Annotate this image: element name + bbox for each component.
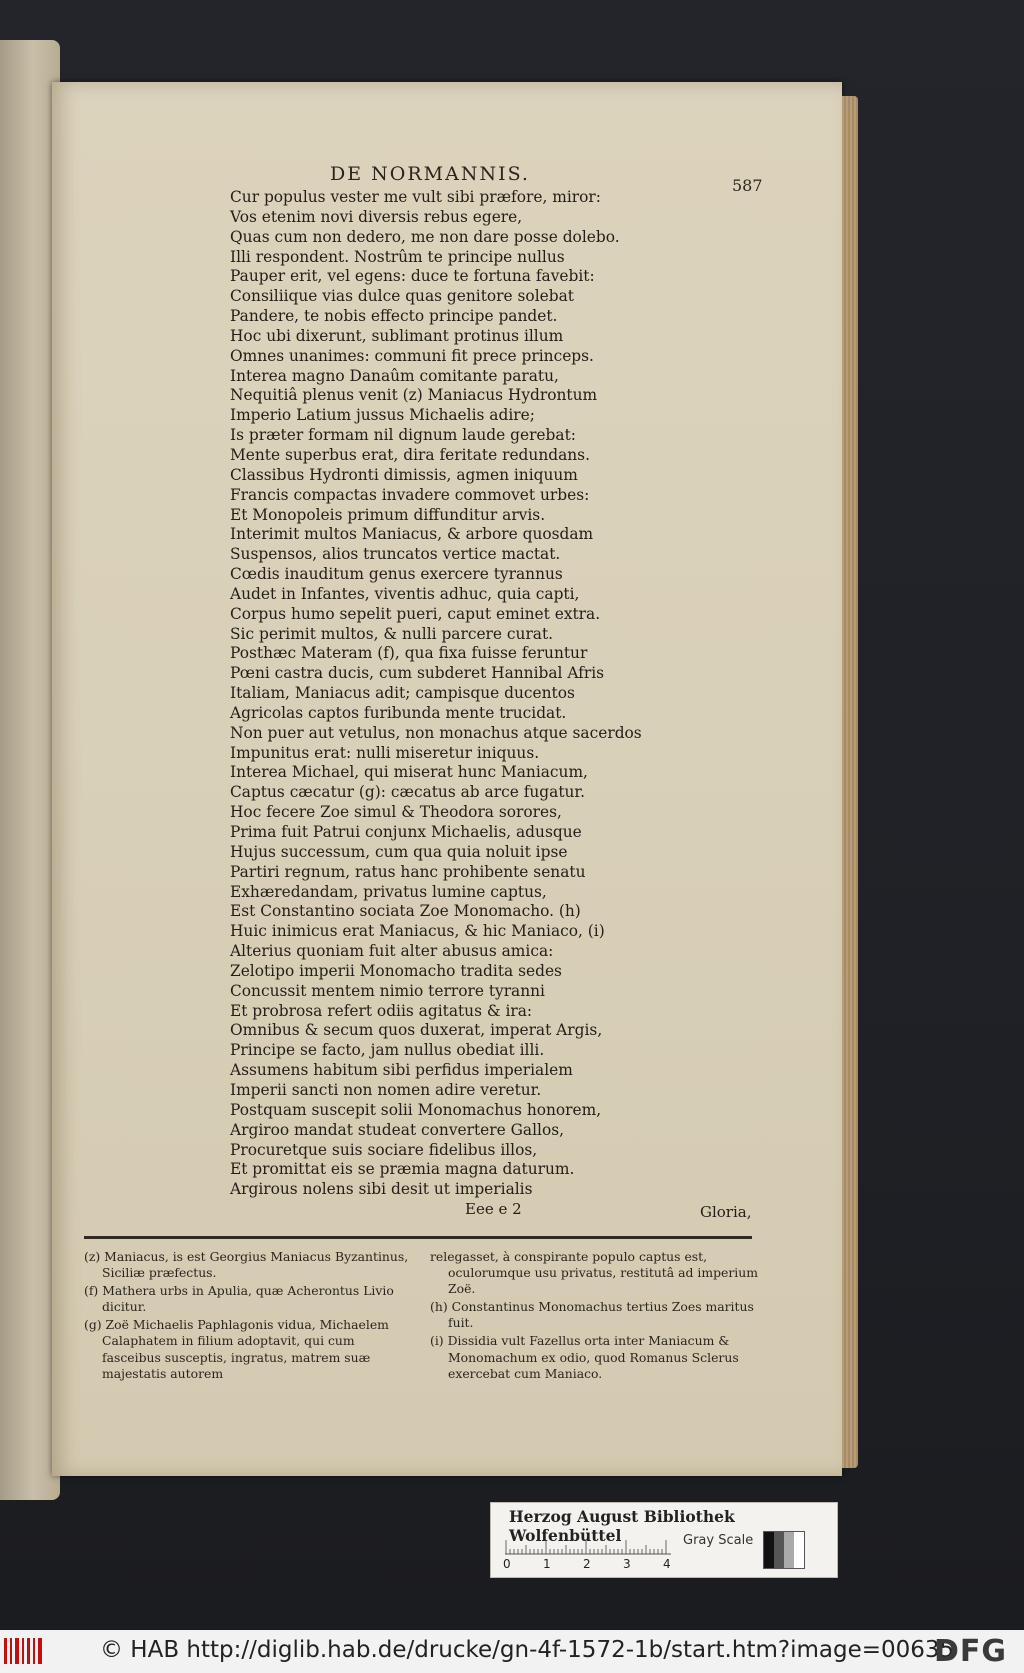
- verse-line: Mente superbus erat, dira feritate redundans.: [230, 445, 590, 464]
- verse-line: Cur populus vester me vult sibi præfore, miror:: [230, 188, 601, 206]
- verse-line: Captus cæcatur (g): cæcatus ab arce fugatur.: [230, 783, 585, 802]
- copyright-link[interactable]: © HAB http://diglib.hab.de/drucke/gn-4f-1572-1b/start.htm?image=00635: [100, 1637, 955, 1663]
- verse-line: Quas cum non dedero, me non dare posse dolebo.: [230, 227, 620, 246]
- verse-line: Pauper erit, vel egens: duce te fortuna favebit:: [230, 267, 595, 286]
- verse-line: Italiam, Maniacus adit; campisque ducentos: [230, 684, 575, 703]
- verse-line: Postquam suscepit solii Monomachus honorem,: [230, 1100, 602, 1119]
- verse-text: [230, 188, 670, 1200]
- verse-line: Audet in Infantes, viventis adhuc, quia capti,: [230, 584, 580, 603]
- verse-line: Posthæc Materam (f), qua fixa fuisse feruntur: [230, 644, 588, 663]
- verse-line: Impunitus erat: nulli miseretur iniquus.: [230, 743, 540, 762]
- hab-logo-icon: [4, 1636, 46, 1666]
- library-name: Herzog August Bibliothek Wolfenbüttel: [509, 1507, 735, 1545]
- scale-ruler: [505, 1533, 671, 1555]
- verse-line: Pœni castra ducis, cum subderet Hannibal Afris: [230, 664, 605, 683]
- ruler-digit: 3: [623, 1557, 631, 1571]
- verse-line: Est Constantino sociata Zoe Monomacho. (h): [230, 902, 581, 921]
- catchword: Gloria,: [700, 1203, 752, 1221]
- verse-line: Et promittat eis se præmia magna daturum.: [230, 1160, 575, 1179]
- grayscale-label: Gray Scale: [683, 1533, 754, 1548]
- verse-line: Et probrosa refert odiis agitatus & ira:: [230, 1001, 533, 1020]
- verse-line: Sic perimit multos, & nulli parcere curat.: [230, 624, 554, 643]
- verse-line: Pandere, te nobis effecto principe pandet.: [230, 307, 558, 326]
- verse-line: Vos etenim novi diversis rebus egere,: [230, 207, 523, 226]
- verse-line: Alterius quoniam fuit alter abusus amica:: [230, 942, 554, 961]
- verse-line: Concussit mentem nimio terrore tyranni: [230, 981, 545, 1000]
- footnote: (f) Mathera urbs in Apulia, quæ Acherontus Livio dicitur.: [84, 1283, 394, 1315]
- verse-line: Assumens habitum sibi perfidus imperialem: [230, 1061, 573, 1080]
- verse-line: Argiroo mandat studeat convertere Gallos,: [230, 1120, 565, 1139]
- verse-line: Classibus Hydronti dimissis, agmen iniquum: [230, 465, 578, 484]
- verse-line: Principe se facto, jam nullus obediat illi.: [230, 1041, 545, 1060]
- ruler-digit: 0: [503, 1557, 511, 1571]
- footnote: (g) Zoë Michaelis Paphlagonis vidua, Michaelem Calaphatem in filium adoptavit, qui cum fasceibus susceptis, ingratus, matrem suæ majestatis autorem: [84, 1317, 389, 1381]
- page-number: 587: [732, 176, 763, 195]
- footer-bar: [0, 1630, 1024, 1673]
- grayscale-swatch: [763, 1531, 805, 1569]
- verse-line: Non puer aut vetulus, non monachus atque sacerdos: [230, 723, 642, 742]
- ruler-digit: 1: [543, 1557, 551, 1571]
- verse-line: Cœdis inauditum genus exercere tyrannus: [230, 565, 563, 584]
- verse-line: Imperii sancti non nomen adire veretur.: [230, 1080, 542, 1099]
- ruler-digit: 4: [663, 1557, 671, 1571]
- verse-line: Hoc ubi dixerunt, sublimant protinus illum: [230, 326, 564, 345]
- verse-line: Huic inimicus erat Maniacus, & hic Maniaco, (i): [230, 922, 605, 941]
- verse-line: Interea Michael, qui miserat hunc Maniacum,: [230, 763, 588, 782]
- page-fore-edge: [842, 96, 858, 1468]
- verse-line: Hoc fecere Zoe simul & Theodora sorores,: [230, 803, 562, 822]
- verse-line: Et Monopoleis primum diffunditur arvis.: [230, 505, 546, 524]
- verse-line: Omnes unanimes: communi fit prece princeps.: [230, 346, 594, 365]
- signature-mark: Eee e 2: [465, 1200, 522, 1218]
- footnotes-right-column: [430, 1249, 760, 1384]
- footnote: (z) Maniacus, is est Georgius Maniacus Byzantinus, Siciliæ præfectus.: [84, 1249, 409, 1281]
- verse-line: Partiri regnum, ratus hanc prohibente senatu: [230, 862, 586, 881]
- verse-line: Omnibus & secum quos duxerat, imperat Argis,: [230, 1021, 603, 1040]
- verse-line: Nequitiâ plenus venit (z) Maniacus Hydrontum: [230, 386, 598, 405]
- verse-line: Consiliique vias dulce quas genitore solebat: [230, 287, 574, 306]
- verse-line: Procuretque suis sociare fidelibus illos,: [230, 1140, 538, 1159]
- ruler-digit: 2: [583, 1557, 591, 1571]
- footnote-rule: [84, 1236, 752, 1239]
- verse-line: Zelotipo imperii Monomacho tradita sedes: [230, 961, 562, 980]
- color-calibration-card: [490, 1502, 838, 1578]
- footnotes-left-column: [84, 1249, 414, 1384]
- footnote: relegasset, à conspirante populo captus est, oculorumque usu privatus, restitutâ ad imperium Zoë.: [430, 1249, 758, 1297]
- verse-line: Francis compactas invadere commovet urbes:: [230, 485, 590, 504]
- facing-page-edge: [0, 40, 60, 1500]
- verse-line: Exhæredandam, privatus lumine captus,: [230, 882, 547, 901]
- running-head: DE NORMANNIS.: [330, 163, 530, 185]
- verse-line: Suspensos, alios truncatos vertice mactat.: [230, 545, 561, 564]
- footnote: (h) Constantinus Monomachus tertius Zoes maritus fuit.: [430, 1299, 754, 1331]
- verse-line: Is præter formam nil dignum laude gerebat:: [230, 426, 576, 445]
- verse-line: Interea magno Danaûm comitante paratu,: [230, 366, 559, 385]
- footnote: (i) Dissidia vult Fazellus orta inter Maniacum & Monomachum ex odio, quod Romanus Sclerus exercebat cum Maniaco.: [430, 1333, 739, 1381]
- verse-line: Hujus successum, cum qua quia noluit ipse: [230, 842, 568, 861]
- verse-line: Argirous nolens sibi desit ut imperialis: [230, 1180, 533, 1199]
- dfg-logo: DFG: [934, 1634, 1008, 1669]
- verse-line: Agricolas captos furibunda mente trucidat.: [230, 703, 567, 722]
- verse-line: Corpus humo sepelit pueri, caput eminet extra.: [230, 604, 601, 623]
- verse-line: Illi respondent. Nostrûm te principe nullus: [230, 247, 565, 266]
- verse-line: Interimit multos Maniacus, & arbore quosdam: [230, 525, 594, 544]
- verse-line: Prima fuit Patrui conjunx Michaelis, adusque: [230, 823, 582, 841]
- verse-line: Imperio Latium jussus Michaelis adire;: [230, 406, 535, 425]
